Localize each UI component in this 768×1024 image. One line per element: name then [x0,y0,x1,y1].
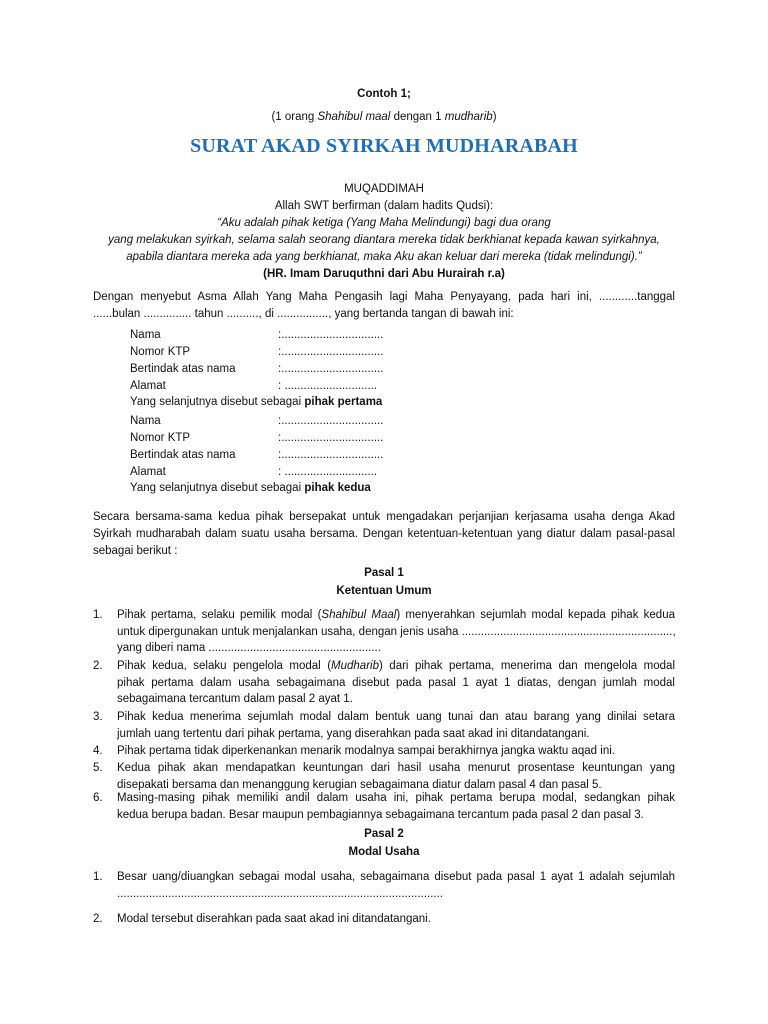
item-text: ) menyerahkan sejumlah modal kepada pihak kedua [396,609,675,621]
agreement-line: sebagai berikut : [93,545,178,557]
designation-role: pihak kedua [304,482,371,494]
document-label: Contoh 1; [357,88,411,100]
pasal2-number: Pasal 2 [364,828,404,840]
item-line: Besar uang/diuangkan sebagai modal usaha, sebagaimana disebut pada pasal 1 ayat 1 adalah sejumlah [117,871,675,883]
item-body [117,869,675,902]
field-label: Alamat [130,380,166,392]
field-blank: :................................ [278,346,384,358]
item-em: Mudharib [331,660,379,672]
document-subtitle [0,111,768,123]
item-line: disepakati bersama dan menanggung kerugian sebagaimana diatur dalam pasal 4 dan pasal 5. [117,778,602,791]
field-label: Bertindak atas nama [130,449,236,461]
item-line [117,607,675,624]
document-title: SURAT AKAD SYIRKAH MUDHARABAH [190,135,578,157]
item-line: sebagaimana tercantum dalam pasal 2 ayat 1. [117,693,353,705]
item-text: Pihak pertama, selaku pemilik modal ( [117,609,322,621]
item-number: 5. [93,762,103,774]
subtitle-em-mudharib: mudharib [444,111,493,123]
subtitle-mid: dengan 1 [390,111,445,123]
item-number: 4. [93,745,103,757]
item-text: ) dari pihak pertama, menerima dan mengelola modal [378,660,675,672]
item-line: jumlah uang tertentu dari pihak pertama, yang diserahkan pada saat akad ini ditandatangani. [117,727,590,740]
field-blank: : ............................. [278,380,378,392]
item-number: 3. [93,711,103,723]
party1-row-nama [130,327,383,344]
item-line: Pihak kedua menerima sejumlah modal dalam bentuk uang tunai dan atau barang yang dinilai setara [117,711,675,723]
item-number: 6. [93,792,103,804]
muqaddimah-intro: Allah SWT berfirman (dalam hadits Qudsi): [274,200,494,212]
item-line: untuk dipergunakan untuk menjalankan usaha, dengan jenis usaha .................................................................., [117,625,676,638]
designation-role: pihak pertama [304,396,383,408]
field-label: Nomor KTP [130,346,191,358]
field-blank: :................................ [278,329,384,341]
item-line: yang diberi nama ...................................................... [117,642,381,654]
party2-row-alamat [130,464,377,481]
field-label: Nama [130,329,161,341]
item-body [117,709,675,742]
item-line: ...................................................................................................... [117,887,443,900]
item-text: Pihak kedua, selaku pengelola modal ( [117,660,332,672]
item-line: Kedua pihak akan mendapatkan keuntungan dari hasil usaha menurut prosentase keuntungan yang [117,762,675,774]
item-line: kedua berupa badan. Besar maupun pembagiannya sebagaimana tercantum pada pasal 2 dan pasal 3. [117,808,644,821]
muqaddimah-source: (HR. Imam Daruquthni dari Abu Hurairah r.a) [263,268,505,280]
item-line: pihak pertama dalam usaha sebagaimana disebut pada pasal 1 ayat 1 diatas, dengan jumlah modal [117,676,675,689]
item-body [117,790,675,823]
item-body [117,760,675,793]
item-line [117,658,675,675]
field-label: Alamat [130,466,166,478]
agreement-line: Syirkah mudharabah dalam suatu usaha bersama. Dengan ketentuan-ketentuan yang diatur dalam pasal-pasal [93,528,675,540]
item-line: Masing-masing pihak memiliki andil dalam usaha ini, pihak pertama berupa modal, sedangkan pihak [117,792,675,804]
agreement-paragraph [93,509,675,560]
party2-row-atas-nama [130,447,383,464]
muqaddimah-heading: MUQADDIMAH [344,183,424,195]
subtitle-pre: (1 orang [271,111,318,123]
item-line: Pihak pertama tidak diperkenankan menarik modalnya sampai berakhirnya jangka waktu aqad ini. [117,745,615,757]
party1-row-alamat [130,378,377,395]
party2-row-ktp [130,430,383,447]
agreement-line: Secara bersama-sama kedua pihak bersepakat untuk mengadakan perjanjian kerjasama usaha denga Akad [93,511,675,523]
field-blank: : ............................. [278,466,378,478]
field-blank: :................................ [278,449,384,461]
party1-row-atas-nama [130,361,383,378]
item-number: 2. [93,913,103,925]
muqaddimah-quote-line: yang melakukan syirkah, selama salah seorang diantara mereka tidak berkhianat kepada kawan syirkahnya, [108,234,660,246]
item-body [117,911,675,928]
subtitle-em-shahibul: Shahibul maal [317,111,391,123]
pasal2-title: Modal Usaha [348,846,420,858]
opening-line: ......bulan ............... tahun .........., di ................, yang bertanda tangan di bawah ini: [93,308,514,320]
item-number: 1. [93,609,103,621]
field-blank: :................................ [278,432,384,444]
field-label: Nomor KTP [130,432,191,444]
item-number: 1. [93,871,103,883]
field-label: Nama [130,415,161,427]
item-em: Shahibul Maal [321,609,397,621]
party1-designation [130,396,382,408]
designation-text: Yang selanjutnya disebut sebagai [130,482,305,494]
party1-row-ktp [130,344,383,361]
muqaddimah-quote-line: apabila diantara mereka ada yang berkhianat, maka Aku akan keluar dari mereka (tidak melindungi).” [126,251,642,263]
pasal1-number: Pasal 1 [364,567,404,579]
party2-row-nama [130,413,383,430]
opening-line: Dengan menyebut Asma Allah Yang Maha Pengasih lagi Maha Penyayang, pada hari ini, ............tanggal [93,291,675,303]
item-body [117,658,675,708]
muqaddimah-quote-line: “Aku adalah pihak ketiga (Yang Maha Melindungi) bagi dua orang [217,217,551,229]
item-line: Modal tersebut diserahkan pada saat akad ini ditandatangani. [117,913,431,925]
item-number: 2. [93,660,103,672]
field-label: Bertindak atas nama [130,363,236,375]
item-body [117,743,675,760]
designation-text: Yang selanjutnya disebut sebagai [130,396,305,408]
subtitle-post: ) [492,111,497,123]
opening-paragraph [93,289,675,323]
field-blank: :................................ [278,415,384,427]
party2-designation [130,482,371,494]
item-body [117,607,675,657]
pasal1-title: Ketentuan Umum [336,585,432,597]
field-blank: :................................ [278,363,384,375]
